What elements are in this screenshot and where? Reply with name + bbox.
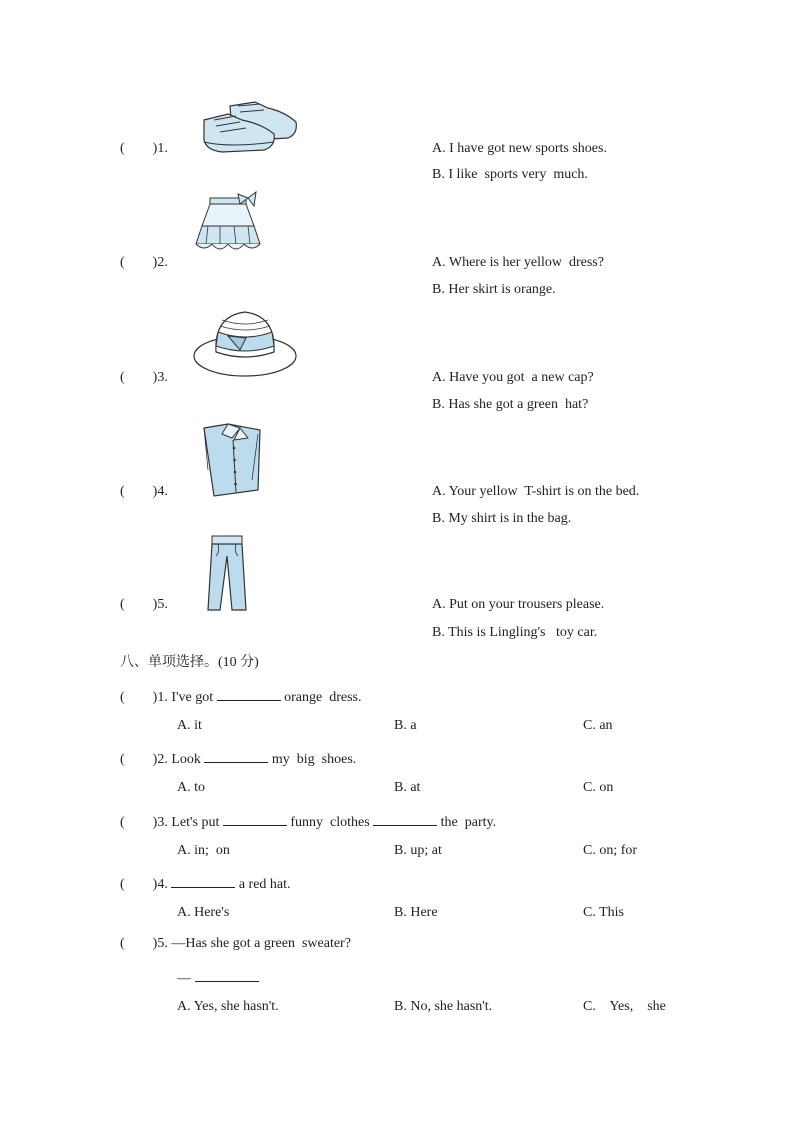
option-a: A. Your yellow T-shirt is on the bed.	[432, 484, 640, 499]
answer-bracket[interactable]: ( )1.	[120, 690, 168, 705]
answer-bracket[interactable]: ( )4.	[120, 877, 168, 892]
option-a: A. Put on your trousers please.	[432, 597, 605, 612]
option-b: B. This is Lingling's toy car.	[432, 625, 598, 640]
shirt-icon	[200, 420, 264, 498]
question-2	[120, 749, 356, 768]
answer-blank[interactable]	[204, 749, 268, 763]
question-text: orange dress.	[280, 690, 362, 705]
reply-line	[177, 968, 259, 987]
option-a: A. I have got new sports shoes.	[432, 141, 607, 156]
option-b: B. a	[394, 718, 417, 733]
option-b: B. up; at	[394, 843, 442, 858]
option-a: A. Have you got a new cap?	[432, 370, 594, 385]
option-b: B. My shirt is in the bag.	[432, 511, 572, 526]
question-5	[120, 936, 351, 952]
answer-blank[interactable]	[217, 687, 281, 701]
trousers-icon	[204, 534, 252, 614]
question-1	[120, 687, 362, 706]
option-b: B. Has she got a green hat?	[432, 397, 589, 412]
option-a: A. Yes, she hasn't.	[177, 999, 279, 1014]
answer-bracket[interactable]: ( )2.	[120, 752, 168, 767]
section-heading: 八、单项选择。(10 分)	[120, 655, 259, 670]
answer-bracket[interactable]: ( )5.	[120, 936, 168, 951]
question-text: my big shoes.	[268, 752, 357, 767]
question-text: I've got	[167, 690, 217, 705]
option-b: B. No, she hasn't.	[394, 999, 493, 1014]
question-text: funny clothes	[286, 815, 374, 830]
option-c: C. This	[583, 905, 624, 920]
question-text: the party.	[437, 815, 497, 830]
question-4	[120, 874, 291, 893]
question-text: —Has she got a green sweater?	[167, 936, 351, 951]
hat-icon	[192, 306, 298, 378]
option-c: C. on; for	[583, 843, 638, 858]
item-bracket[interactable]: ( )2.	[120, 255, 168, 270]
item-bracket[interactable]: ( )1.	[120, 141, 168, 156]
sports-shoes-icon	[200, 96, 300, 154]
answer-bracket[interactable]: ( )3.	[120, 815, 168, 830]
item-bracket[interactable]: ( )3.	[120, 370, 168, 385]
option-a: A. to	[177, 780, 205, 795]
option-a: A. Here's	[177, 905, 230, 920]
option-b: B. at	[394, 780, 421, 795]
option-c: C. Yes, she	[583, 999, 666, 1014]
question-text: Let's put	[167, 815, 223, 830]
question-3	[120, 812, 496, 831]
question-text: Look	[167, 752, 205, 767]
question-text: a red hat.	[235, 877, 291, 892]
option-b: B. Here	[394, 905, 438, 920]
answer-blank[interactable]	[171, 874, 235, 888]
item-bracket[interactable]: ( )4.	[120, 484, 168, 499]
option-b: B. I like sports very much.	[432, 167, 588, 182]
answer-blank[interactable]	[195, 968, 259, 982]
option-b: B. Her skirt is orange.	[432, 282, 556, 297]
option-a: A. it	[177, 718, 202, 733]
option-c: C. an	[583, 718, 613, 733]
option-a: A. Where is her yellow dress?	[432, 255, 604, 270]
skirt-icon	[192, 190, 264, 264]
item-bracket[interactable]: ( )5.	[120, 597, 168, 612]
option-c: C. on	[583, 780, 614, 795]
option-a: A. in; on	[177, 843, 230, 858]
reply-dash: —	[177, 971, 195, 986]
answer-blank[interactable]	[373, 812, 437, 826]
answer-blank[interactable]	[223, 812, 287, 826]
